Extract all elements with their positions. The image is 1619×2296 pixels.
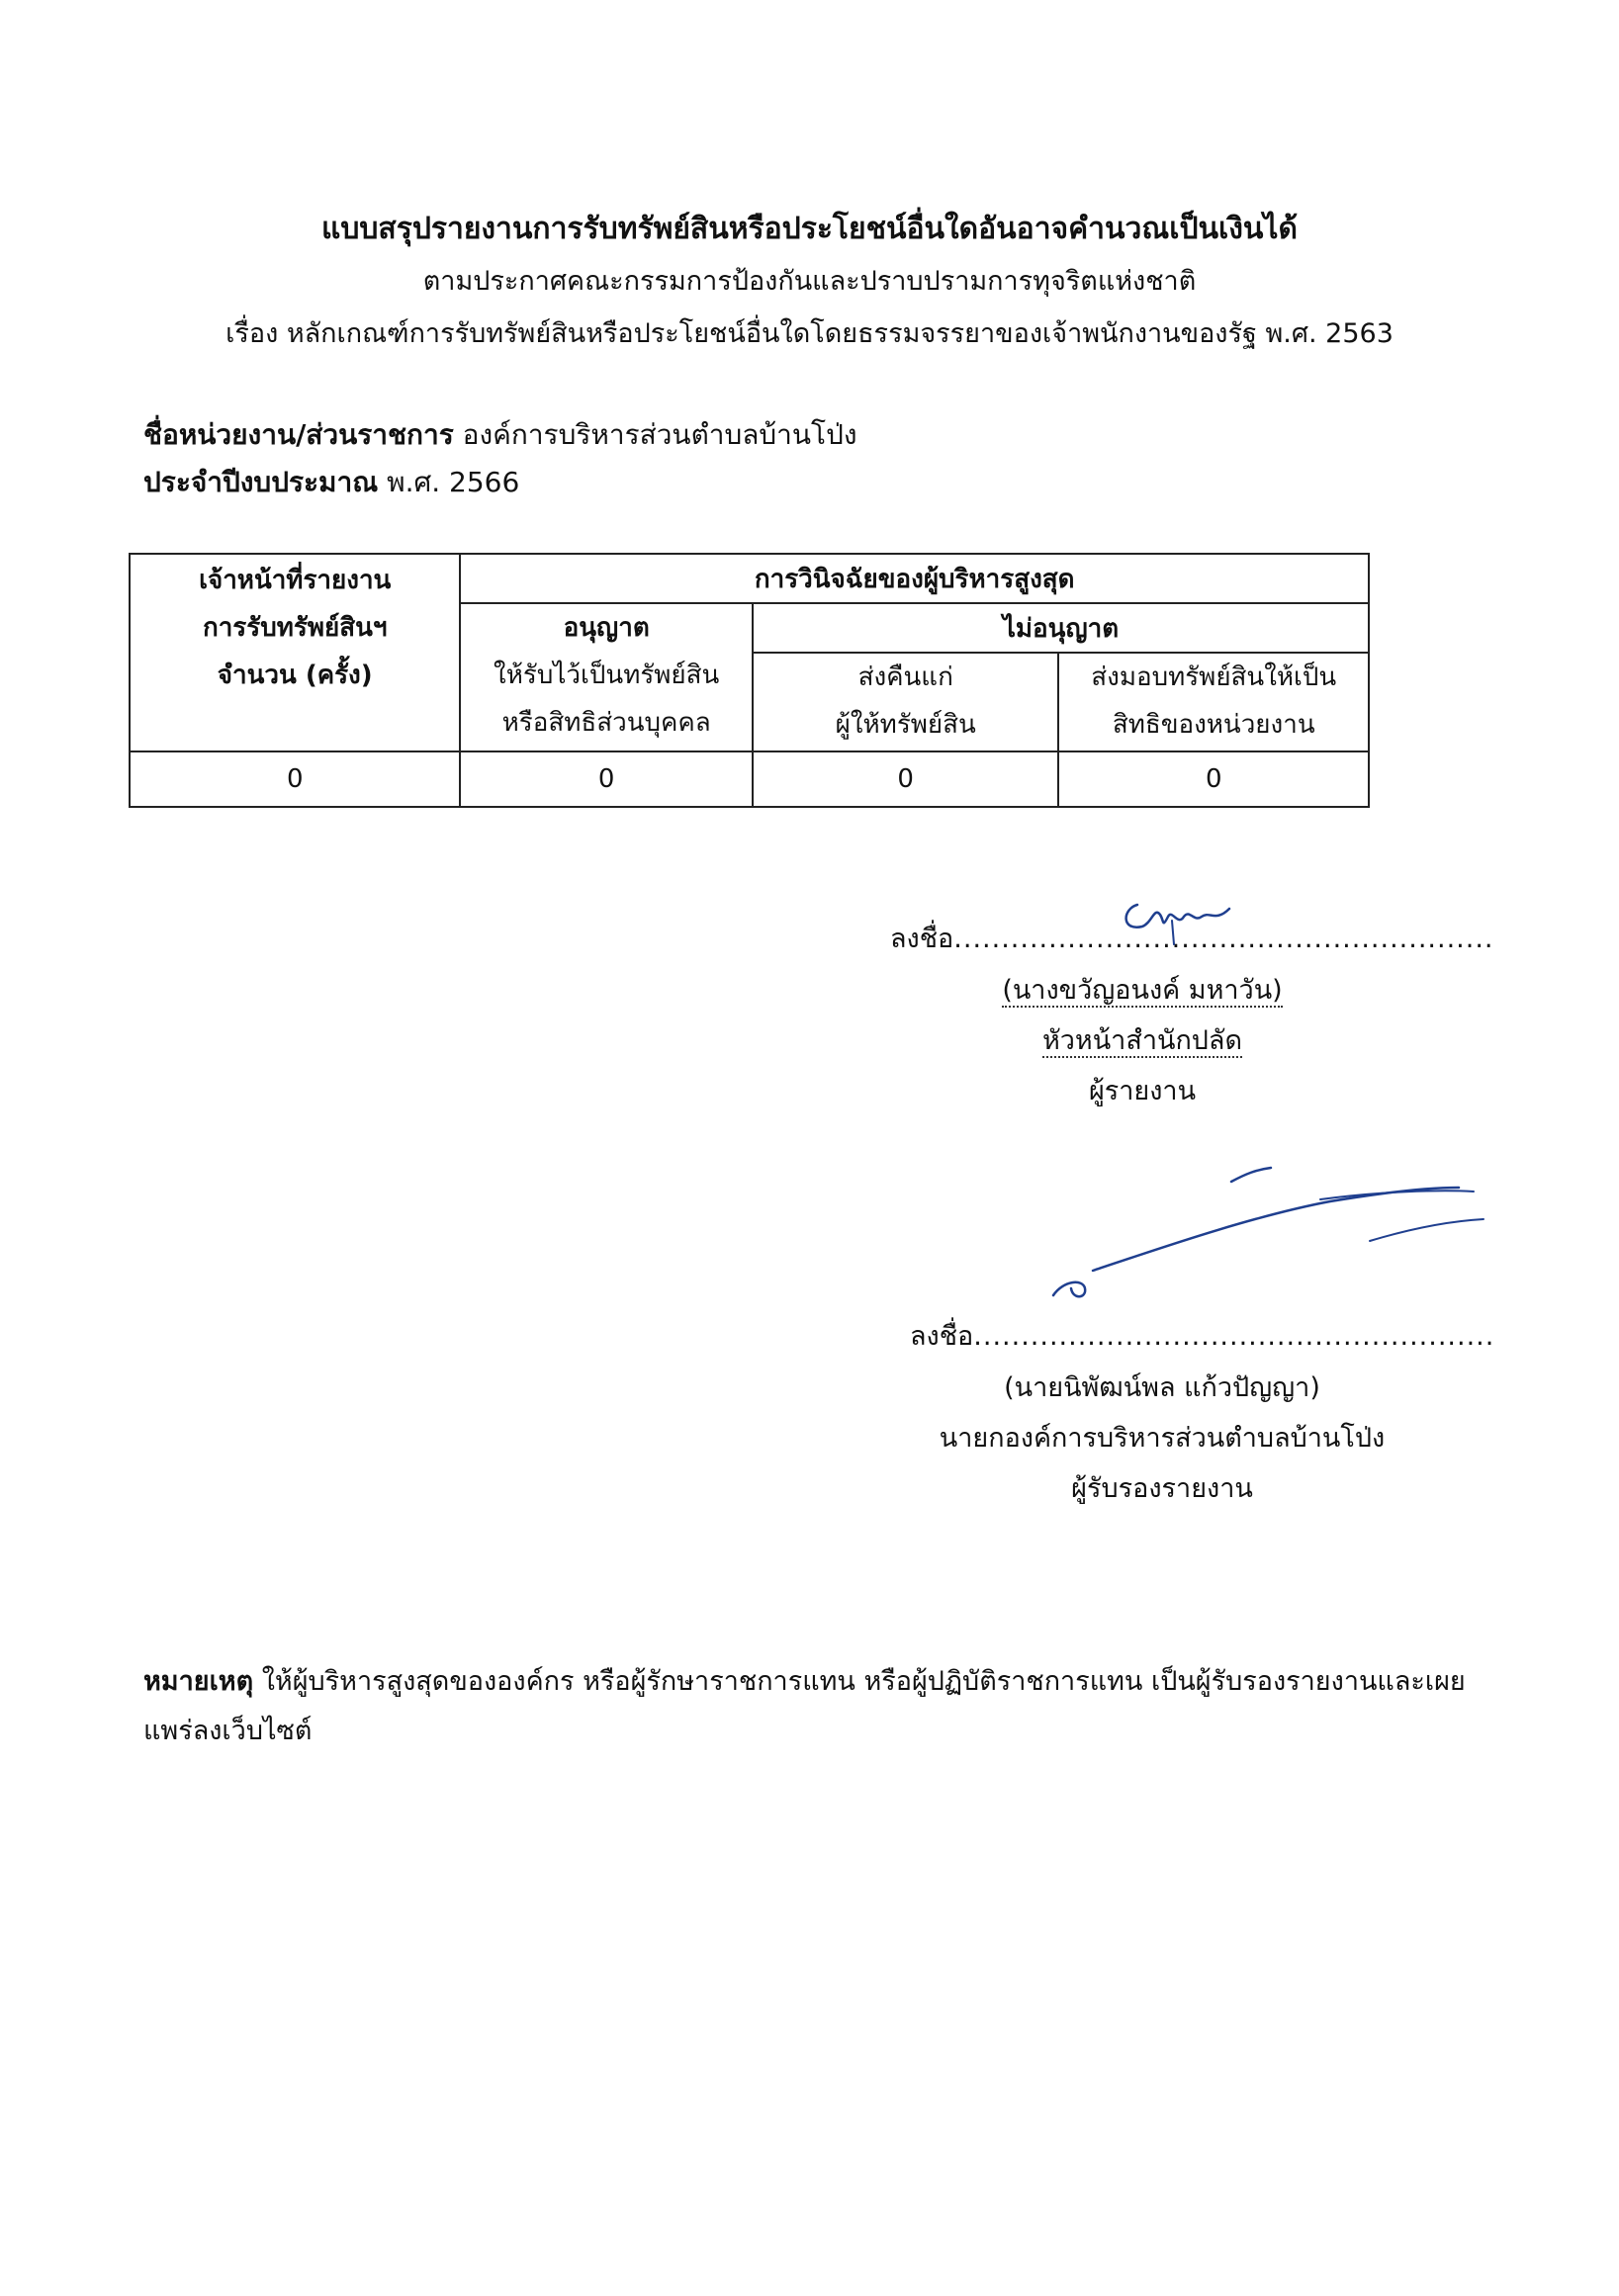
reports-count-header-line1: เจ้าหน้าที่รายงาน: [199, 566, 392, 595]
hand-over-value: 0: [1058, 751, 1369, 807]
document-subtitle-2: เรื่อง หลักเกณฑ์การรับทรัพย์สินหรือประโยชน์อื่นใดโดยธรรมจรรยาของเจ้าพนักงานของรัฐ พ.ศ. 2563: [225, 318, 1394, 349]
fiscal-year-label: ประจำปีงบประมาณ: [143, 466, 379, 498]
certifier-role: ผู้รับรองรายงาน: [1071, 1473, 1253, 1504]
fiscal-year-field: [143, 461, 519, 504]
certifier-sign-label: ลงชื่อ: [910, 1321, 974, 1352]
certifier-name: (นายนิพัฒน์พล แก้วปัญญา): [1004, 1372, 1320, 1403]
hand-over-header: [1058, 653, 1369, 751]
footnote-label: หมายเหตุ: [143, 1666, 254, 1697]
document-title: แบบสรุปรายงานการรับทรัพย์สินหรือประโยชน์อื่นใดอันอาจคำนวณเป็นเงินได้: [320, 212, 1298, 246]
document-subtitle-1: ตามประกาศคณะกรรมการป้องกันและปราบปรามการทุจริตแห่งชาติ: [422, 266, 1197, 297]
deny-header: [753, 603, 1369, 653]
certifier-position: นายกองค์การบริหารส่วนตำบลบ้านโป่ง: [939, 1423, 1386, 1454]
reporter-sign-dots: .........................................................: [953, 924, 1494, 954]
hand-over-line2: สิทธิของหน่วยงาน: [1112, 710, 1315, 740]
certifier-sign-dots: .......................................................: [973, 1321, 1495, 1352]
decision-header-label: การวินิจฉัยของผู้บริหารสูงสุด: [754, 564, 1075, 594]
certifier-handwritten-signature: [1034, 1162, 1488, 1300]
reports-count-value: 0: [130, 751, 460, 807]
allow-detail-line2: หรือสิทธิส่วนบุคคล: [501, 708, 711, 738]
reporter-role: ผู้รายงาน: [1088, 1076, 1197, 1106]
reporter-handwritten-signature: [1113, 887, 1261, 946]
footnote: [143, 1657, 1488, 1756]
certifier-sign-line: [910, 1314, 1494, 1357]
return-to-giver-header: [753, 653, 1059, 751]
reports-count-header: [130, 554, 460, 751]
report-table: [129, 553, 1370, 808]
allow-header: [460, 603, 753, 751]
reporter-name: (นางขวัญอนงค์ มหาวัน): [1002, 975, 1283, 1006]
return-value: 0: [753, 751, 1059, 807]
reporter-position: หัวหน้าสำนักปลัด: [1041, 1025, 1243, 1056]
return-line1: ส่งคืนแก่: [857, 662, 953, 692]
agency-label: ชื่อหน่วยงาน/ส่วนราชการ: [143, 418, 454, 451]
reports-count-header-line3: จำนวน (ครั้ง): [217, 661, 373, 690]
decision-header: [460, 554, 1369, 603]
agency-value: องค์การบริหารส่วนตำบลบ้านโป่ง: [462, 418, 857, 451]
fiscal-year-value: พ.ศ. 2566: [387, 466, 520, 498]
allow-detail-line1: ให้รับไว้เป็นทรัพย์สิน: [494, 661, 720, 690]
allow-header-label: อนุญาต: [563, 613, 650, 643]
reporter-sign-label: ลงชื่อ: [890, 924, 954, 954]
deny-header-label: ไม่อนุญาต: [1002, 613, 1120, 644]
footnote-text: ให้ผู้บริหารสูงสุดขององค์กร หรือผู้รักษาราชการแทน หรือผู้ปฏิบัติราชการแทน เป็นผู้รับรองรายงานและเผยแพร่ลงเว็บไซต์: [143, 1666, 1466, 1746]
return-line2: ผู้ให้ทรัพย์สิน: [835, 710, 976, 740]
reports-count-header-line2: การรับทรัพย์สินฯ: [202, 613, 388, 643]
agency-field: [143, 413, 857, 457]
allow-value: 0: [460, 751, 753, 807]
hand-over-line1: ส่งมอบทรัพย์สินให้เป็น: [1091, 662, 1337, 692]
